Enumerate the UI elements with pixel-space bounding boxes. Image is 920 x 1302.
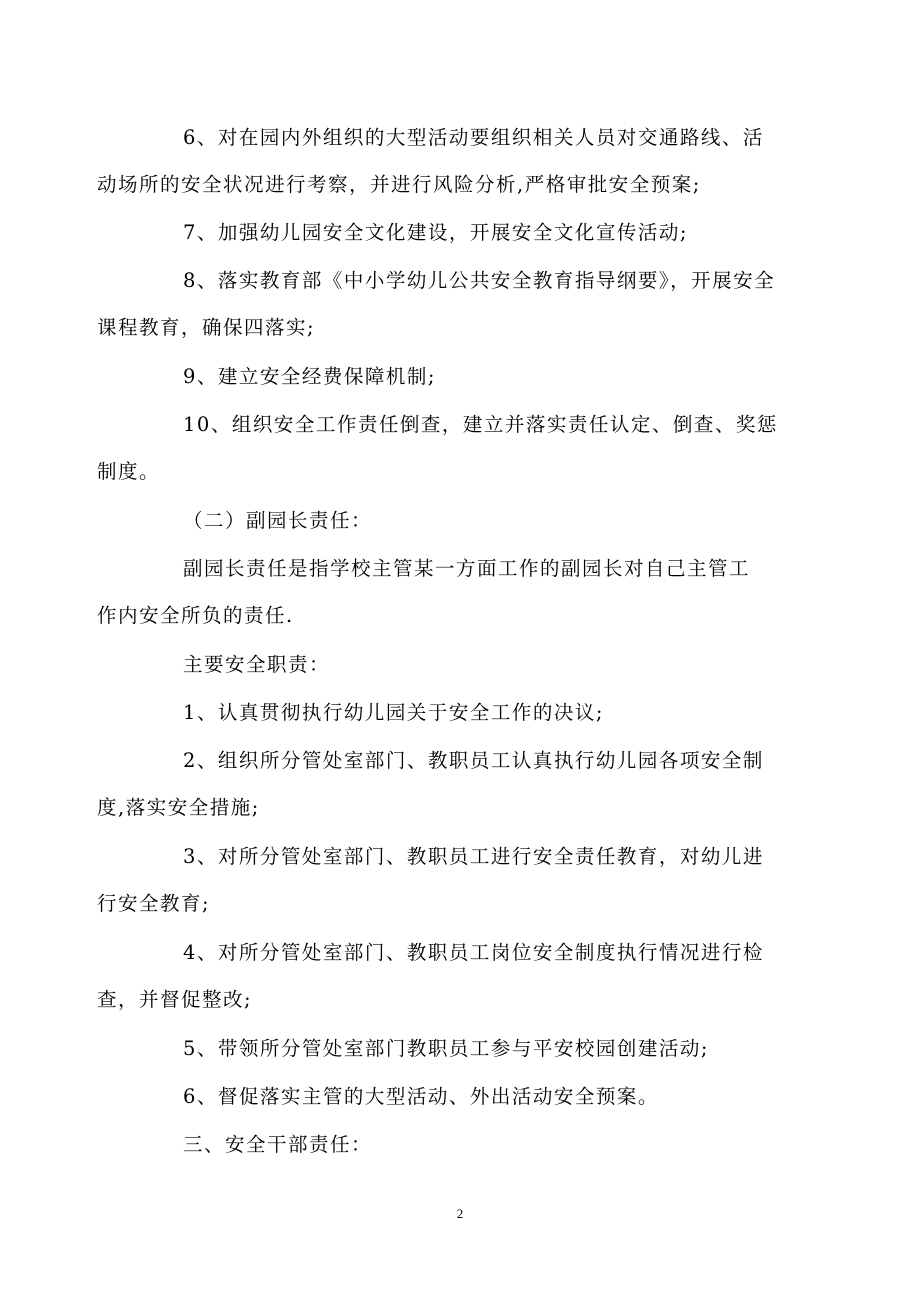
text-line: 1、认真贯彻执行幼儿园关于安全工作的决议; <box>183 701 604 724</box>
paragraph-duty-4 <box>97 929 780 1023</box>
text-line: 动场所的安全状况进行考察，并进行风险分析,严格审批安全预案; <box>97 173 701 196</box>
page-number: 2 <box>456 1206 464 1221</box>
text-line: 3、对所分管处室部门、教职员工进行安全责任教育，对幼儿进 <box>183 845 764 868</box>
text-line: 5、带领所分管处室部门教职员工参与平安校园创建活动; <box>183 1037 709 1060</box>
section-heading-3 <box>140 1121 780 1168</box>
text-line: 主要安全职责： <box>183 653 331 676</box>
paragraph-duty-2 <box>97 737 780 831</box>
text-line: 6、对在园内外组织的大型活动要组织相关人员对交通路线、活 <box>183 126 764 149</box>
text-line: 行安全教育; <box>97 892 211 915</box>
paragraph-item-10 <box>97 401 780 495</box>
paragraph-duty-1 <box>140 689 780 736</box>
text-line: 6、督促落实主管的大型活动、外出活动安全预案。 <box>183 1085 659 1108</box>
text-line: 7、加强幼儿园安全文化建设，开展安全文化宣传活动; <box>183 221 688 244</box>
text-line: 10、组织安全工作责任倒查，建立并落实责任认定、倒查、奖惩 <box>183 413 778 436</box>
text-line: 作内安全所负的责任. <box>97 604 294 627</box>
text-line: 三、安全干部责任： <box>183 1133 373 1156</box>
paragraph-duty-5 <box>140 1025 780 1072</box>
paragraph-duty-3 <box>97 833 780 927</box>
text-line: 2、组织所分管处室部门、教职员工认真执行幼儿园各项安全制 <box>183 749 764 772</box>
section-heading-vice-director <box>140 497 780 544</box>
text-line: 4、对所分管处室部门、教职员工岗位安全制度执行情况进行检 <box>183 941 764 964</box>
paragraph-item-6 <box>97 114 780 208</box>
text-line: 8、落实教育部《中小学幼儿公共安全教育指导纲要》，开展安全 <box>183 269 776 292</box>
text-line: 度,落实安全措施; <box>97 796 260 819</box>
paragraph-item-9 <box>140 353 780 400</box>
text-line: （二）副园长责任： <box>183 509 373 532</box>
text-line: 课程教育，确保四落实; <box>97 316 316 339</box>
text-line: 副园长责任是指学校主管某一方面工作的副园长对自己主管工 <box>183 557 751 580</box>
paragraph-duty-6 <box>140 1073 780 1120</box>
text-line: 9、建立安全经费保障机制; <box>183 365 436 388</box>
main-duties-heading <box>140 641 780 688</box>
text-line: 查，并督促整改; <box>97 988 253 1011</box>
paragraph-item-7 <box>140 209 780 256</box>
paragraph-vice-director-definition <box>97 545 780 639</box>
paragraph-item-8 <box>97 257 780 351</box>
text-line: 制度。 <box>97 460 161 483</box>
